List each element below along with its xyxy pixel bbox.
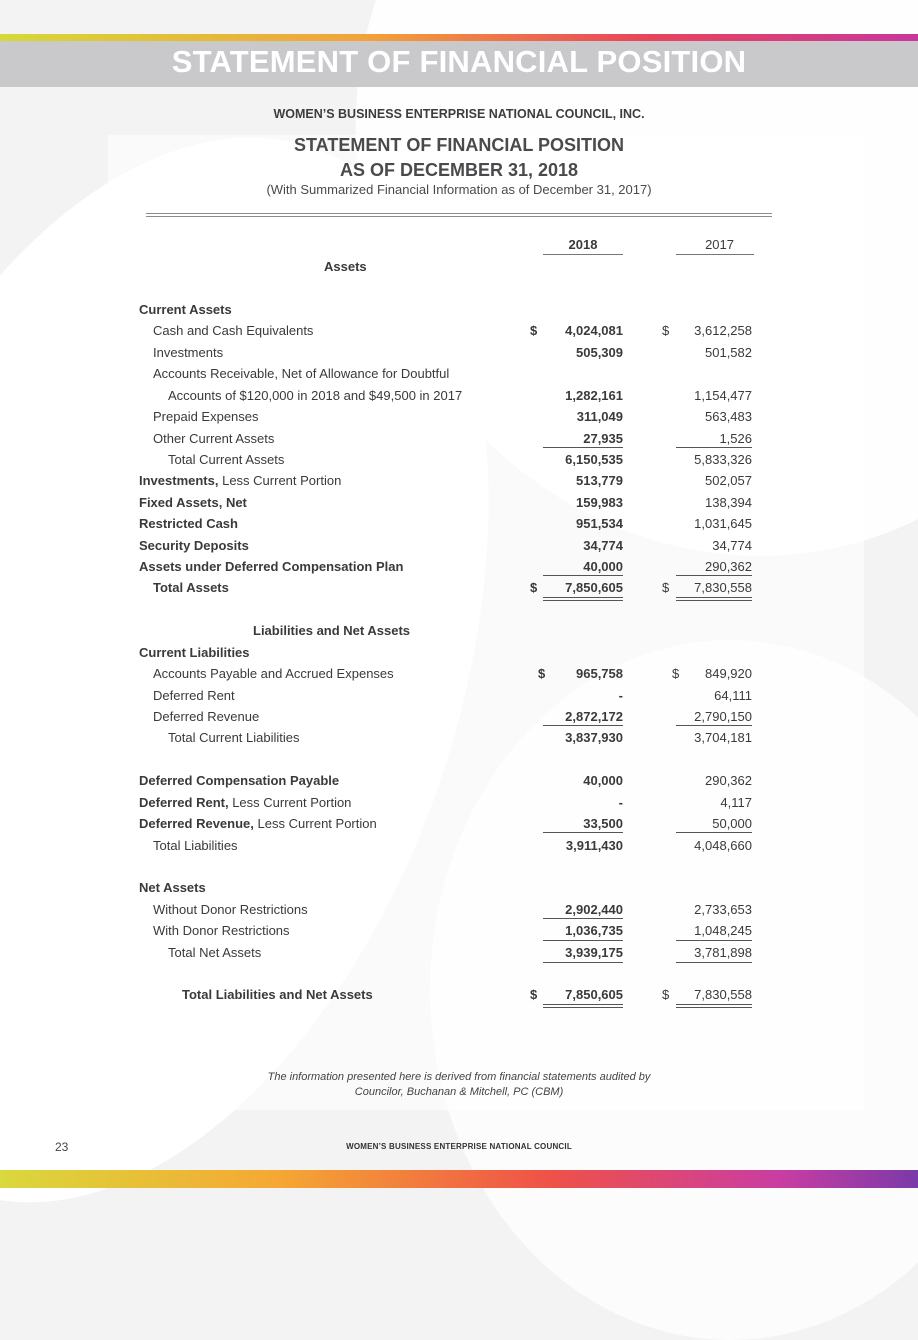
value-2017: 4,048,660 (694, 838, 752, 853)
row-label: Deferred Rent (153, 688, 235, 703)
assets-heading: Assets (324, 259, 367, 274)
currency-2017: $ (672, 666, 680, 681)
value-2017: 290,362 (705, 559, 752, 574)
subtotal-rule-2018 (543, 918, 623, 919)
table-row (0, 580, 918, 601)
table-row (0, 302, 918, 323)
value-2018: 40,000 (583, 559, 623, 574)
value-2018: - (618, 795, 623, 810)
statement-date: AS OF DECEMBER 31, 2018 (339, 160, 579, 180)
currency-2017: $ (662, 323, 670, 338)
table-row (0, 452, 918, 473)
row-label: Assets under Deferred Compensation Plan (139, 559, 404, 574)
value-2017: 501,582 (705, 345, 752, 360)
double-rule-top (146, 213, 772, 214)
value-2018: 7,850,605 (565, 987, 623, 1002)
row-label: Total Liabilities (153, 838, 238, 853)
table-row (0, 880, 918, 901)
table-row (0, 366, 918, 387)
table-row (0, 388, 918, 409)
value-2018: 6,150,535 (565, 452, 623, 467)
currency-2017: $ (662, 987, 670, 1002)
value-2018: 4,024,081 (565, 323, 623, 338)
value-2017: 4,117 (720, 795, 752, 810)
row-label: Cash and Cash Equivalents (153, 323, 314, 338)
value-2017: 7,830,558 (694, 580, 752, 595)
value-2018: 3,837,930 (565, 730, 623, 745)
value-2018: 311,049 (576, 409, 623, 424)
subtotal-rule-2017 (676, 447, 752, 448)
value-2017: 3,612,258 (694, 323, 752, 338)
value-2018: 34,774 (583, 538, 623, 553)
column-header-2017: 2017 (705, 237, 734, 252)
value-2018: 965,758 (576, 666, 623, 681)
value-2017: 563,483 (705, 409, 752, 424)
top-gradient-bar (0, 34, 918, 41)
table-row (0, 923, 918, 944)
total-double-rule-2018 (543, 600, 623, 601)
row-label: With Donor Restrictions (153, 923, 290, 938)
table-row (0, 838, 918, 859)
subtotal-rule-2018 (543, 962, 623, 963)
table-row (0, 816, 918, 837)
value-2017: 3,781,898 (694, 945, 752, 960)
row-label: Net Assets (139, 880, 206, 895)
value-2017: 2,790,150 (694, 709, 752, 724)
value-2018: 7,850,605 (565, 580, 623, 595)
value-2017: 138,394 (705, 495, 752, 510)
table-row (0, 688, 918, 709)
row-label: Fixed Assets, Net (139, 495, 247, 510)
value-2018: 2,872,172 (565, 709, 623, 724)
value-2017: 849,920 (705, 666, 752, 681)
table-row (0, 409, 918, 430)
currency-2018: $ (530, 580, 538, 595)
row-label: Total Assets (153, 580, 229, 595)
total-double-rule-2017 (676, 597, 752, 598)
row-label: Current Assets (139, 302, 232, 317)
row-label: Investments (153, 345, 224, 360)
value-2017: 5,833,326 (694, 452, 752, 467)
subtotal-rule-2017 (676, 962, 752, 963)
row-label: Without Donor Restrictions (153, 902, 308, 917)
row-label: Accounts Payable and Accrued Expenses (153, 666, 394, 681)
table-row (0, 709, 918, 730)
row-label: Total Current Assets (168, 452, 285, 467)
statement-subtitle: (With Summarized Financial Information as of December 31, 2017) (266, 182, 652, 197)
row-label: Restricted Cash (139, 516, 238, 531)
table-row (0, 902, 918, 923)
value-2017: 1,031,645 (694, 516, 752, 531)
double-rule-bottom (146, 216, 772, 217)
table-row (0, 987, 918, 1008)
value-2017: 34,774 (712, 538, 752, 553)
table-row (0, 795, 918, 816)
value-2017: 1,526 (719, 431, 752, 446)
table-row (0, 559, 918, 580)
value-2018: 27,935 (583, 431, 623, 446)
subtotal-rule-2018 (543, 725, 623, 726)
value-2018: - (618, 688, 623, 703)
table-row (0, 773, 918, 794)
value-2018: 159,983 (576, 495, 623, 510)
value-2018: 2,902,440 (565, 902, 623, 917)
row-label: Total Net Assets (168, 945, 262, 960)
value-2017: 50,000 (712, 816, 752, 831)
column-header-rule-2017 (676, 254, 754, 255)
value-2018: 1,036,735 (565, 923, 623, 938)
subtotal-rule-2018 (543, 447, 623, 448)
row-label: Prepaid Expenses (153, 409, 259, 424)
table-row (0, 473, 918, 494)
page-number: 23 (55, 1140, 69, 1154)
currency-2018: $ (530, 323, 538, 338)
organization-name: WOMEN’S BUSINESS ENTERPRISE NATIONAL COUNCIL, INC. (273, 107, 645, 121)
row-label: Investments, Less Current Portion (139, 473, 342, 488)
row-label: Deferred Revenue (153, 709, 260, 724)
table-row (0, 538, 918, 559)
currency-2018: $ (538, 666, 546, 681)
row-label: Deferred Rent, Less Current Portion (139, 795, 352, 810)
table-row (0, 345, 918, 366)
value-2017: 64,111 (714, 688, 752, 703)
row-label: Other Current Assets (153, 431, 275, 446)
table-row (0, 645, 918, 666)
table-row (0, 431, 918, 452)
subtotal-rule-2017 (676, 940, 752, 941)
value-2018: 3,939,175 (565, 945, 623, 960)
subtotal-rule-2017 (676, 725, 752, 726)
row-label: Security Deposits (139, 538, 249, 553)
value-2017: 1,154,477 (694, 388, 752, 403)
column-header-2018: 2018 (568, 237, 598, 252)
bottom-gradient-bar (0, 1170, 918, 1188)
banner-title: STATEMENT OF FINANCIAL POSITION (171, 44, 747, 79)
total-double-rule-2018 (543, 1004, 623, 1005)
row-label: Total Current Liabilities (168, 730, 300, 745)
value-2017: 7,830,558 (694, 987, 752, 1002)
total-double-rule-2017 (676, 600, 752, 601)
table-row (0, 945, 918, 966)
row-label: Current Liabilities (139, 645, 250, 660)
value-2017: 502,057 (705, 473, 752, 488)
statement-title: STATEMENT OF FINANCIAL POSITION (294, 135, 624, 155)
row-label: Deferred Revenue, Less Current Portion (139, 816, 377, 831)
table-row (0, 666, 918, 687)
audit-footnote (0, 1070, 918, 1100)
value-2018: 33,500 (583, 816, 623, 831)
total-double-rule-2018 (543, 1007, 623, 1008)
table-row (0, 495, 918, 516)
currency-2018: $ (530, 987, 538, 1002)
subtotal-rule-2018 (543, 940, 623, 941)
value-2017: 2,733,653 (694, 902, 752, 917)
total-double-rule-2017 (676, 1007, 752, 1008)
value-2018: 40,000 (583, 773, 623, 788)
value-2018: 513,779 (576, 473, 623, 488)
page-footer: WOMEN’S BUSINESS ENTERPRISE NATIONAL COUNCIL (346, 1142, 572, 1151)
row-label: Total Liabilities and Net Assets (182, 987, 373, 1002)
subtotal-rule-2017 (676, 575, 752, 576)
column-header-rule-2018 (543, 254, 623, 255)
currency-2017: $ (662, 580, 670, 595)
value-2018: 505,309 (576, 345, 623, 360)
table-row (0, 516, 918, 537)
value-2017: 3,704,181 (694, 730, 752, 745)
subtotal-rule-2018 (543, 832, 623, 833)
subtotal-rule-2018 (543, 575, 623, 576)
total-double-rule-2018 (543, 597, 623, 598)
value-2017: 290,362 (705, 773, 752, 788)
footnote-line: The information presented here is derived from financial statements audited by (267, 1071, 651, 1083)
row-label: Accounts of $120,000 in 2018 and $49,500 in 2017 (168, 388, 463, 403)
row-label: Deferred Compensation Payable (139, 773, 340, 788)
row-label: Accounts Receivable, Net of Allowance for Doubtful (153, 366, 450, 381)
liabilities-heading: Liabilities and Net Assets (253, 623, 411, 638)
value-2018: 3,911,430 (565, 838, 623, 853)
table-row (0, 730, 918, 751)
value-2017: 1,048,245 (694, 923, 752, 938)
footnote-line: Councilor, Buchanan & Mitchell, PC (CBM) (354, 1086, 564, 1098)
table-row (0, 323, 918, 344)
subtotal-rule-2017 (676, 832, 752, 833)
total-double-rule-2017 (676, 1004, 752, 1005)
value-2018: 1,282,161 (565, 388, 623, 403)
value-2018: 951,534 (576, 516, 623, 531)
